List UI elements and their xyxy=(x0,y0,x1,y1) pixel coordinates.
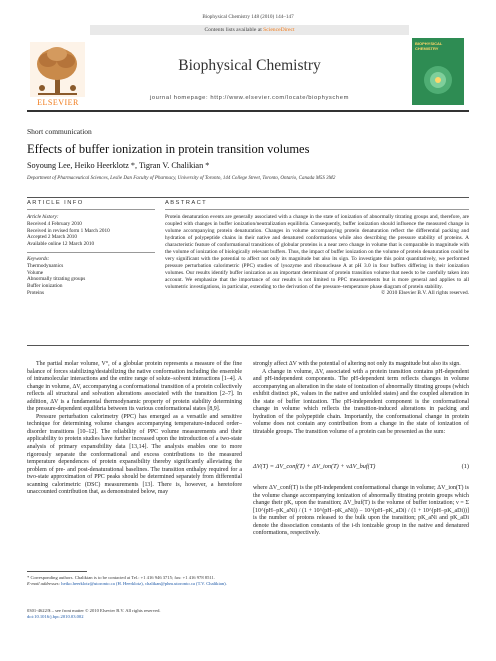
abstract-body xyxy=(165,214,469,297)
info-rule-top xyxy=(27,197,469,198)
doi-link[interactable]: doi:10.1016/j.bpc.2010.03.002 xyxy=(27,614,84,619)
keyword-item: Proteins xyxy=(27,289,45,296)
keywords-header: Keywords: xyxy=(27,256,50,262)
abstract-copyright: © 2010 Elsevier B.V. All rights reserved. xyxy=(381,290,469,297)
body-paragraph: The partial molar volume, V°, of a globular protein represents a measure of the fine balance of forces stabilizing/destabilizing the native conformation including the ensemble of intramolecular interactions and the entire range of solute–solvent interactions [1–4]. A change in volume, ΔV, accompanying a conformational transition of a protein collectively reflects all structural and solvation alterations associated with the transition [2–7]. In addition, ΔV is a fundamental thermodynamic property of protein stability determining the pressure-dependent equilibria between its various conformational states [8,9]. xyxy=(27,361,242,413)
article-info-label: ARTICLE INFO xyxy=(27,200,84,206)
journal-homepage[interactable]: journal homepage: http://www.elsevier.com/locate/biophyschem xyxy=(149,95,350,101)
abstract-label: ABSTRACT xyxy=(165,200,208,206)
issn-line: 0301-4622/$ – see front matter © 2010 Elsevier B.V. All rights reserved. xyxy=(27,608,161,613)
journal-citation: Biophysical Chemistry 148 (2010) 144–147 xyxy=(202,14,294,20)
journal-cover-thumbnail[interactable] xyxy=(412,38,464,105)
keywords-rule xyxy=(27,252,155,253)
email-line xyxy=(27,581,242,587)
email-links[interactable]: heiko.heerklotz@utoronto.ca (H. Heerklotz), chalikan@phm.utoronto.ca (T.V. Chalikian). xyxy=(61,581,227,586)
history-item: Received in revised form 1 March 2010 xyxy=(27,227,110,234)
equation-1 xyxy=(253,463,469,470)
affiliation: Department of Pharmaceutical Sciences, Leslie Dan Faculty of Pharmacy, University of Toronto, 144 College Street, Toronto, Ontario, Canada M5S 3M2 xyxy=(27,176,336,181)
body-right-column xyxy=(253,361,469,436)
history-item: Accepted 2 March 2010 xyxy=(27,234,77,241)
body-paragraph: where ΔV_conf(T) is the pH-independent conformational change in volume; ΔV_ion(T) is the volume change accompanying ionization of abnormally titrating protein groups which change their pKₐ upon the transition; ΔV_buf(T) is the volume of buffer ionization; ν = Σ [10^(pH−pK_aNi) / (1 + 10^(pH−pK_aNi)) − 10^(pH−pK_aDi) / (1 + 10^(pH−pK_aDi))] is the number of protons released to the bulk upon the transition; pK_aNi and pK_aDi denote the dissociation constants of the i-th ionizable group in the native and denatured conformations, respectively. xyxy=(253,485,469,537)
footnote-rule xyxy=(27,571,87,572)
body-paragraph: Pressure perturbation calorimetry (PPC) has emerged as a versatile and sensitive technique for determining volume changes accompanying temperature-induced order–disorder transitions [10–12]. The reliability of PPC volume measurements and their applicability to protein studies have further increased upon the introduction of a two-state analysis of primary expansibility data [13,14]. The analysis enables one to more rigorously separate the conformational and excess contributions to the measured temperature dependences of protein expansibility thereby significantly alleviating the problem of pre- and post-denaturational baselines. The transition enthalpy required for a two-state approximation of PPC peaks should be determined separately from differential scanning calorimetric (DSC) measurements [13]. There is, however, a heretofore unaccounted contribution that, as demonstrated below, may xyxy=(27,413,242,496)
sciencedirect-link[interactable]: ScienceDirect xyxy=(263,27,295,33)
keyword-item: Thermodynamics xyxy=(27,262,64,269)
body-right-after xyxy=(253,485,469,538)
corresponding-note: * Corresponding authors. Chalikian is to be contacted at Tel.: +1 416 946 3715; fax: +1 416 978 8511. xyxy=(27,575,215,580)
equation-number: (1) xyxy=(461,463,469,470)
keyword-item: Abnormally titrating groups xyxy=(27,276,86,283)
article-history xyxy=(27,214,155,248)
info-subrule xyxy=(27,209,155,210)
abstract-text: Protein denaturation events are generally associated with a change in the state of ionization of abnormally titrating groups and, therefore, are coupled with changes in buffer ionization/neutralization equilibria. Consequently, buffer ionization should influence the measured change in volume accompanying protein denaturation. Changes in volume accompanying protein denaturation reflect the differential packing and hydration of polypeptide chains in their native and denatured conformations while also describing the pressure stability of proteins. A characteristic feature of conformational transitions of globular proteins is a near zero change in volume that is comparable in magnitude with the volume of ionization of biologically relevant buffers. Thus, the impact of buffer ionization on the volume of protein denaturation could be very significant with the potential to affect not only its magnitude but also its sign. To investigate this point quantitatively, we performed pressure perturbation calorimetric (PPC) studies of lysozyme and ribonuclease A at pH 3.0 in four buffers differing in their ionization volumes. Our results identify buffer ionization as an important determinant of protein transition volume that needs to be carefully taken into account. We emphasize that the importance of our results is not limited to PPC measurements but is more general and applies to all volumetric investigations, in particular, extending to the derivation of the pressure–temperature phase diagram of protein stability. xyxy=(165,214,469,290)
front-matter-info xyxy=(27,608,257,620)
header-rule xyxy=(27,110,469,112)
abstract-subrule xyxy=(165,209,469,210)
body-left-column xyxy=(27,361,242,497)
body-paragraph: A change in volume, ΔV, associated with a protein transition contains pH-dependent and pH-independent components. The pH-dependent term reflects changes in volume accompanying an alteration in the state of ionization of abnormally titrating groups (which exhibit distinct pKₐ values in the native and unfolded states) and the coupled alteration in the state of buffer ionization. The pH-independent component is the conformational change in volume which reflects the transition-induced alterations in packing and hydration of the polypeptide chain. Importantly, the conformational change in protein volume does not contain any contribution from a change in the state of ionization of titratable groups. The transition volume of a protein can be presented as the sum: xyxy=(253,368,469,435)
equation-text: ΔV(T) = ΔV_conf(T) + ΔV_ion(T) + νΔV_buf(T) xyxy=(253,463,376,470)
authors: Soyoung Lee, Heiko Heerklotz *, Tigran V. Chalikian * xyxy=(27,161,210,170)
keyword-item: Buffer ionization xyxy=(27,283,63,290)
abstract-rule-bottom xyxy=(27,345,469,346)
keyword-item: Volume xyxy=(27,269,44,276)
cover-graphic-icon xyxy=(416,58,460,102)
body-paragraph: strongly affect ΔV with the potential of altering not only its magnitude but also its sign. xyxy=(253,361,461,367)
contents-banner xyxy=(90,25,409,35)
history-item: Received 4 February 2010 xyxy=(27,220,82,227)
article-title: Effects of buffer ionization in protein transition volumes xyxy=(27,142,310,156)
elsevier-tree-logo-icon xyxy=(30,42,85,104)
banner-prefix: Contents lists available at xyxy=(204,27,264,33)
email-label: E-mail addresses: xyxy=(27,581,61,586)
history-item: Available online 12 March 2010 xyxy=(27,241,95,248)
journal-title[interactable]: Biophysical Chemistry xyxy=(178,57,321,74)
article-type: Short communication xyxy=(27,127,92,136)
history-header: Article history: xyxy=(27,214,59,220)
corresponding-footnote xyxy=(27,575,242,587)
keywords-block xyxy=(27,256,155,297)
publisher-wordmark: ELSEVIER xyxy=(37,98,79,107)
cover-title: BIOPHYSICAL CHEMISTRY xyxy=(415,41,443,51)
